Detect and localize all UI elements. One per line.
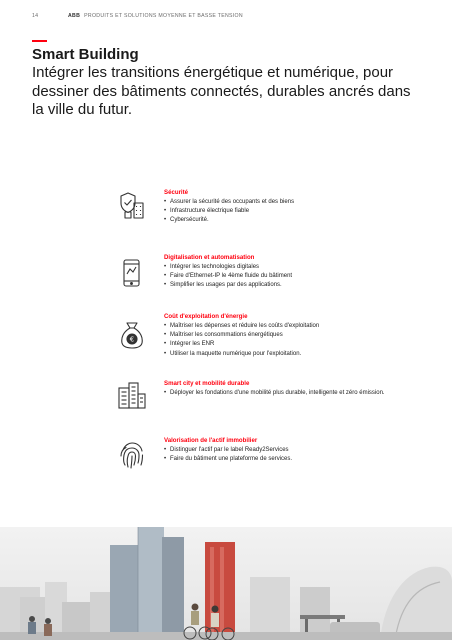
bullet-item: • Simplifier les usages par des applications. <box>164 281 424 290</box>
bullet-item: • Maîtriser les consommations énergétiques <box>164 331 424 340</box>
bullet-item: • Assurer la sécurité des occupants et des biens <box>164 198 424 207</box>
bullet-item: • Déployer les fondations d'une mobilité plus durable, intelligente et zéro émission. <box>164 389 424 398</box>
fingerprint-icon <box>117 440 147 470</box>
block-title: Coût d'exploitation d'énergie <box>164 313 248 320</box>
page-header <box>32 13 420 19</box>
page-number: 14 <box>32 13 39 19</box>
euro-money-bag-icon <box>117 320 147 350</box>
bullet-item: • Faire d'Ethernet-IP le 4ème fluide du bâtiment <box>164 272 424 281</box>
page-subtitle: Intégrer les transitions énergétique et numérique, pour dessiner des bâtiments connectés, durables ancrés dans la ville du futur. <box>32 64 411 118</box>
svg-text:€: € <box>129 335 135 344</box>
block-title: Digitalisation et automatisation <box>164 254 255 261</box>
bullet-item: • Intégrer les ENR <box>164 340 424 349</box>
section-title: PRODUITS ET SOLUTIONS MOYENNE ET BASSE TENSION <box>84 13 243 19</box>
smart-city-buildings-icon <box>117 380 147 410</box>
block-title: Sécurité <box>164 189 189 196</box>
brand-logo: ABB <box>68 13 81 19</box>
bullet-item: • Infrastructure électrique fiable <box>164 207 424 216</box>
block-title: Smart city et mobilité durable <box>164 380 250 387</box>
bullet-item: • Utiliser la maquette numérique pour l'exploitation. <box>164 350 424 359</box>
block-title: Valorisation de l'actif immobilier <box>164 437 258 444</box>
shield-building-icon <box>117 190 147 220</box>
bullet-list <box>164 198 424 226</box>
bullet-list <box>164 446 424 464</box>
bullet-item: • Cybersécurité. <box>164 216 424 225</box>
bullet-item: • Distinguer l'actif par le label Ready2Services <box>164 446 424 455</box>
bullet-list <box>164 322 424 359</box>
bullet-item: • Maîtriser les dépenses et réduire les coûts d'exploitation <box>164 322 424 331</box>
bullet-list <box>164 389 424 398</box>
accent-bar <box>32 40 47 42</box>
bullet-item: • Intégrer les technologies digitales <box>164 263 424 272</box>
bullet-item: • Faire du bâtiment une plateforme de services. <box>164 455 424 464</box>
smart-city-photo <box>0 527 452 640</box>
page-title: Smart Building <box>32 46 139 63</box>
bullet-list <box>164 263 424 291</box>
smartphone-icon <box>117 258 147 288</box>
